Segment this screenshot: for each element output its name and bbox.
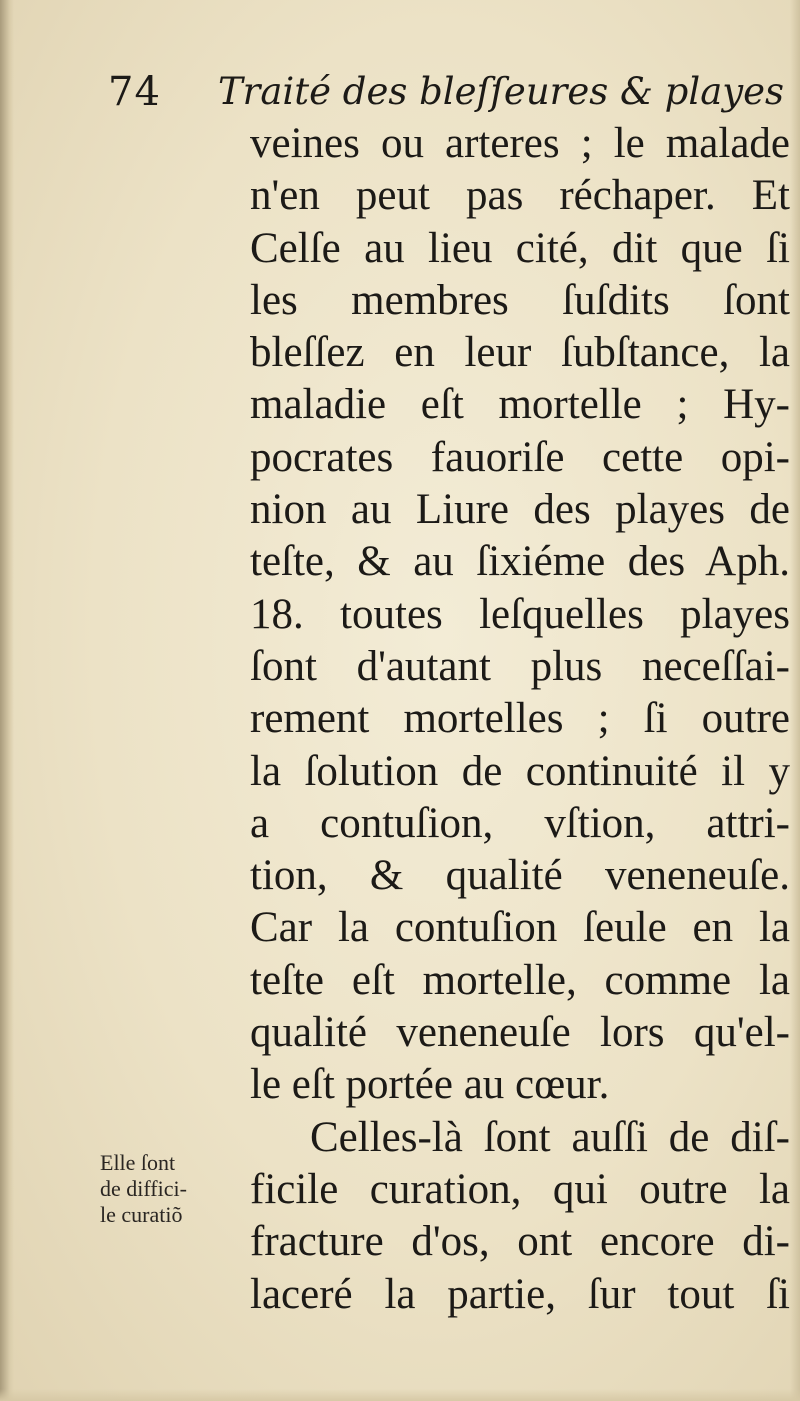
text-line: a contuſion, vſtion, attri- (250, 799, 790, 847)
text-line: teſte, & au ſixiéme des Aph. (250, 538, 790, 586)
text-line: la ſolution de continuité il y (250, 747, 790, 795)
page-header (108, 62, 785, 122)
marginal-note-line: de diffici- (100, 1176, 187, 1201)
text-line: le eſt portée au cœur. (250, 1061, 610, 1109)
page-number: 74 (108, 69, 161, 115)
page-bottom-shadow (0, 1389, 800, 1401)
text-line: 18. toutes leſquelles playes (250, 590, 790, 638)
text-line: Celles-là ſont auſſi de diſ- (310, 1113, 790, 1161)
text-line: pocrates fauoriſe cette opi- (250, 433, 790, 481)
marginal-note (100, 1150, 250, 1228)
text-line: nion au Liure des playes de (250, 486, 790, 534)
text-line: Celſe au lieu cité, dit que ſi (250, 224, 790, 272)
text-line: rement mortelles ; ſi outre (250, 695, 790, 743)
text-line: Car la contuſion ſeule en la (250, 904, 790, 952)
text-line: veines ou arteres ; le malade (250, 120, 790, 167)
text-line: bleſſez en leur ſubſtance, la (250, 329, 790, 377)
text-line: maladie eſt mortelle ; Hy- (250, 381, 790, 429)
text-line: n'en peut pas réchaper. Et (250, 172, 790, 220)
marginal-note-line: le curatiõ (100, 1202, 183, 1227)
body-text (250, 118, 790, 1321)
text-line: ſont d'autant plus neceſſai- (250, 642, 790, 690)
text-line: ficile curation, qui outre la (250, 1165, 790, 1213)
text-line: tion, & qualité veneneuſe. (250, 852, 790, 900)
running-title: Traité des bleſſeures & playes (218, 70, 785, 113)
page-gutter-shadow (0, 0, 14, 1401)
text-line: laceré la partie, ſur tout ſi (250, 1270, 790, 1318)
text-line: les membres ſuſdits ſont (250, 276, 790, 324)
text-line: qualité veneneuſe lors qu'el- (250, 1009, 790, 1057)
text-line: fracture d'os, ont encore di- (250, 1218, 790, 1266)
page-edge-shadow (790, 0, 800, 1401)
marginal-note-line: Elle ſont (100, 1150, 176, 1175)
text-line: teſte eſt mortelle, comme la (250, 956, 790, 1004)
